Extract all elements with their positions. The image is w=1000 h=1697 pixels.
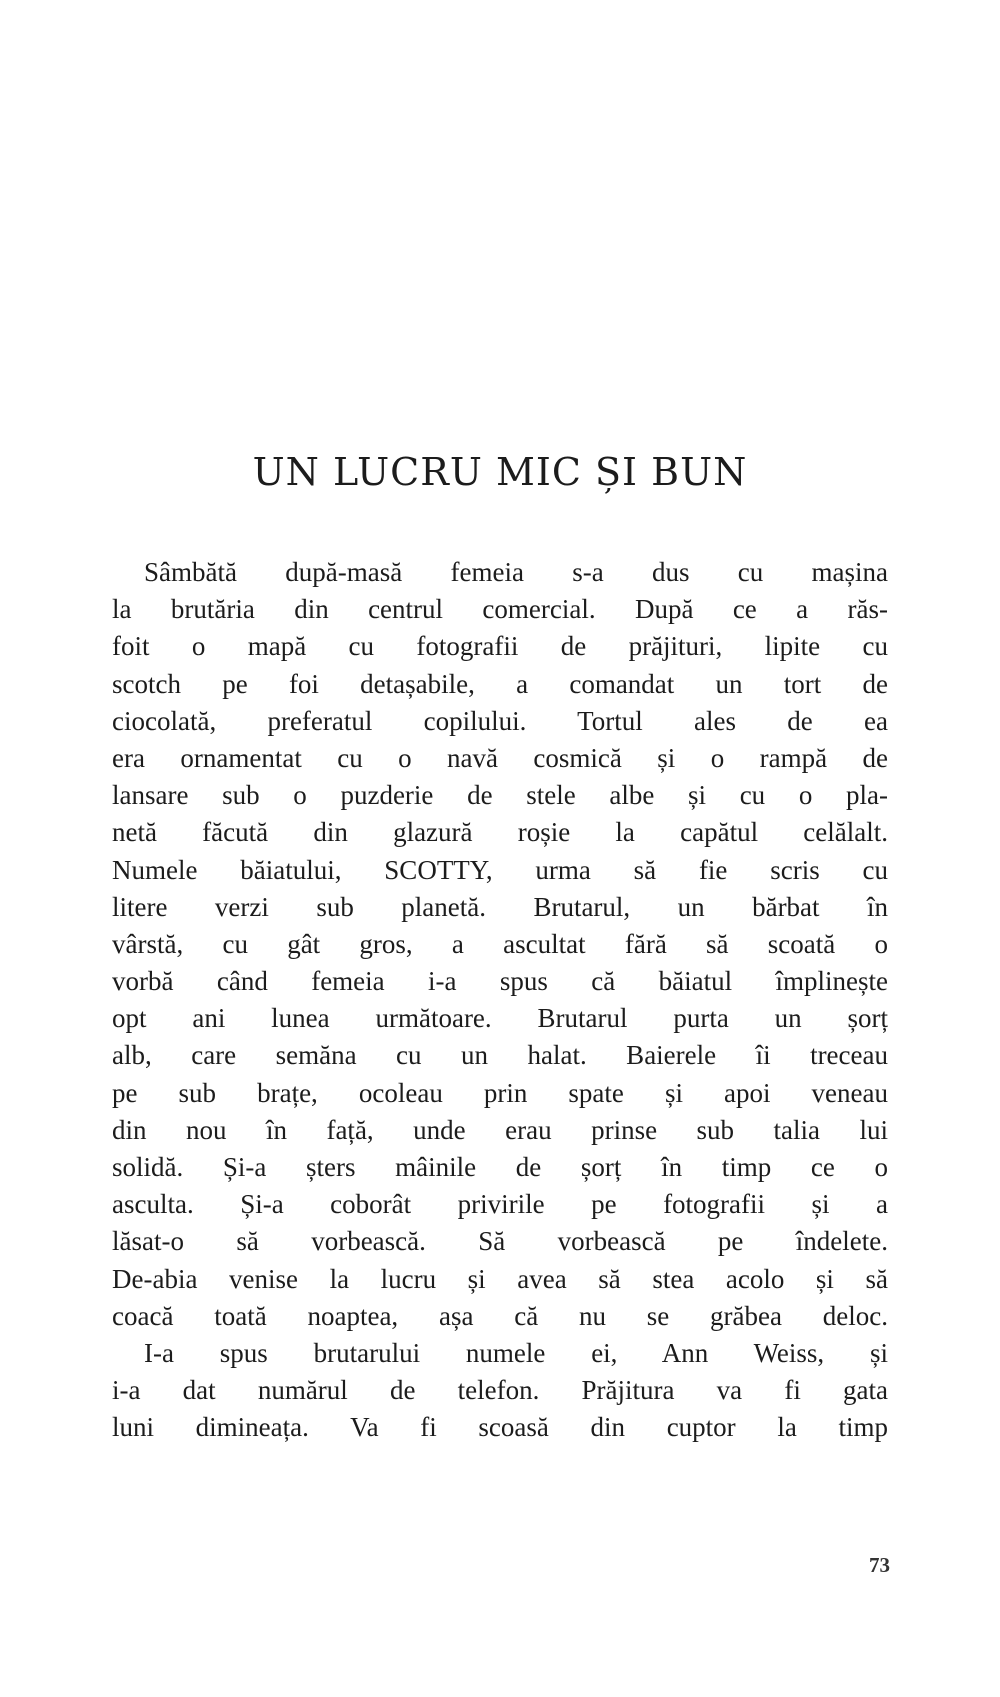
text-line: i-a dat numărul de telefon. Prăjitura va fi gata <box>112 1375 888 1406</box>
text-line: la brutăria din centrul comercial. După ce a răs- <box>112 594 888 625</box>
text-line: scotch pe foi detașabile, a comandat un tort de <box>112 668 888 699</box>
text-line: lăsat-o să vorbească. Să vorbească pe îndelete. <box>112 1226 888 1257</box>
text-line: lansare sub o puzderie de stele albe și cu o pla- <box>112 780 888 811</box>
text-line: Sâmbătă după-masă femeia s-a dus cu mașina <box>144 557 888 587</box>
text-line: De-abia venise la lucru și avea să stea acolo și să <box>112 1263 888 1294</box>
page-number: 73 <box>869 1553 890 1577</box>
text-line: I-a spus brutarului numele ei, Ann Weiss, și <box>144 1337 888 1368</box>
text-line: foit o mapă cu fotografii de prăjituri, lipite cu <box>112 631 888 662</box>
text-line: era ornamentat cu o navă cosmică și o rampă de <box>112 742 888 773</box>
text-line: luni dimineața. Va fi scoasă din cuptor la timp <box>112 1412 888 1443</box>
text-line: alb, care semăna cu un halat. Baierele îi treceau <box>112 1040 888 1071</box>
text-line: ciocolată, preferatul copilului. Tortul ales de ea <box>112 705 888 736</box>
text-line: vorbă când femeia i-a spus că băiatul împlinește <box>112 966 888 997</box>
body-text <box>112 554 888 1447</box>
text-line: litere verzi sub planetă. Brutarul, un bărbat în <box>112 891 888 922</box>
text-line: netă făcută din glazură roșie la capătul celălalt. <box>112 817 888 848</box>
text-line: opt ani lunea următoare. Brutarul purta un șorț <box>112 1003 888 1034</box>
text-line: solidă. Și-a șters mâinile de șorț în timp ce o <box>112 1152 888 1182</box>
text-line: Numele băiatului, SCOTTY, urma să fie scris cu <box>112 854 888 885</box>
text-line: din nou în față, unde erau prinse sub talia lui <box>112 1114 888 1145</box>
text-line: asculta. Și-a coborât privirile pe fotografii și a <box>112 1189 888 1220</box>
text-line: coacă toată noaptea, așa că nu se grăbea deloc. <box>112 1300 888 1331</box>
text-line: pe sub brațe, ocoleau prin spate și apoi veneau <box>112 1077 888 1108</box>
chapter-title: UN LUCRU MIC ȘI BUN <box>252 450 748 494</box>
text-line: vârstă, cu gât gros, a ascultat fără să scoată o <box>112 928 888 959</box>
